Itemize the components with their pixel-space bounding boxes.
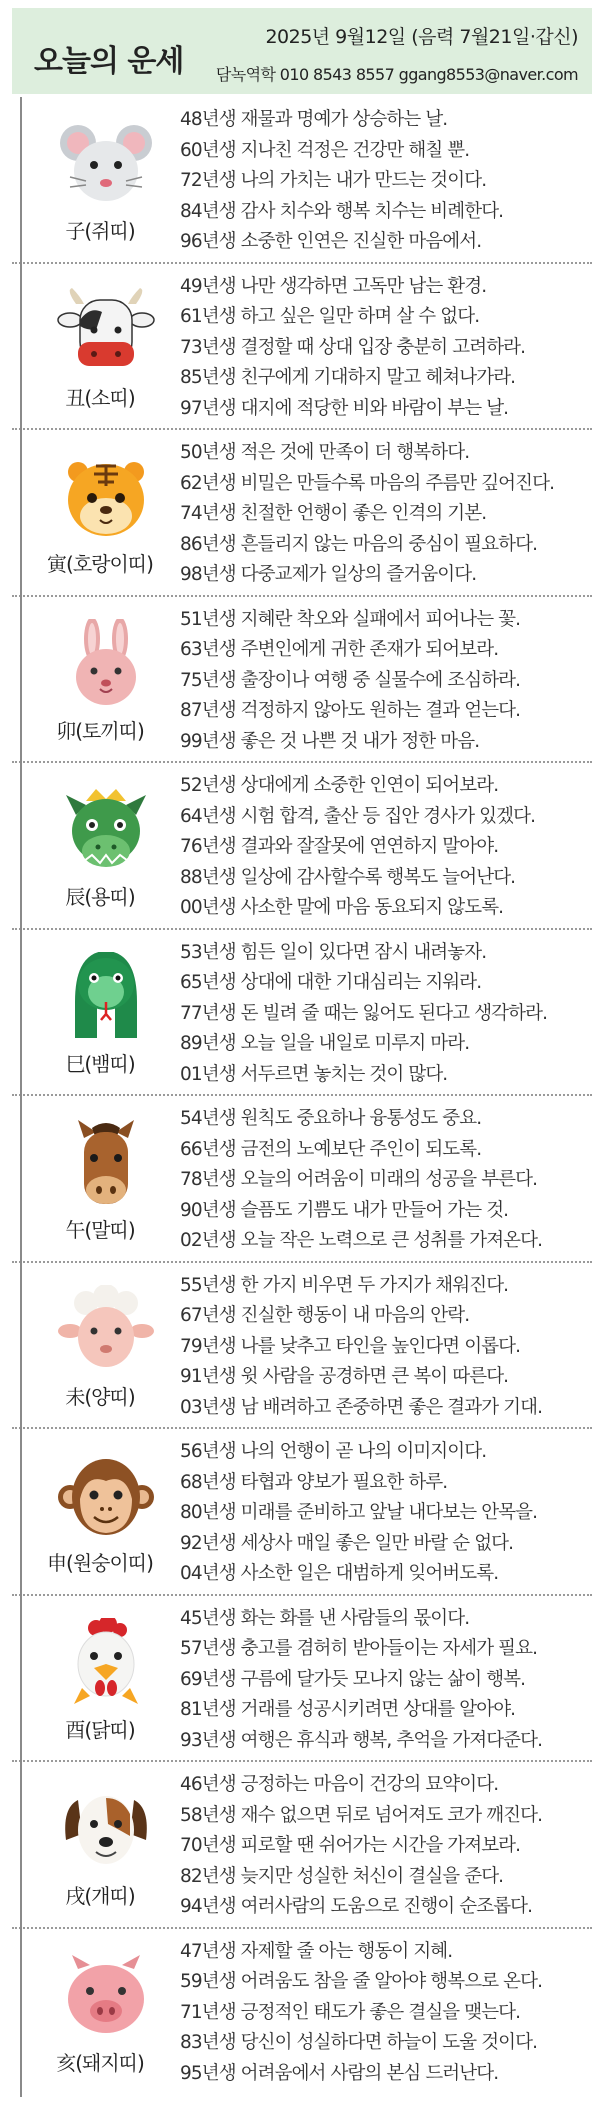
fortune-line: 71년생 긍정적인 태도가 좋은 결실을 맺는다. [180,2001,521,2023]
fortune-line: 54년생 원칙도 중요하나 융통성도 중요. [180,1108,482,1129]
fortune-lines [180,605,590,758]
fortune-line: 77년생 돈 빌려 줄 때는 잃어도 된다고 생각하라. [180,1002,548,1024]
fortune-line: 59년생 어려움도 참을 줄 알아야 행복으로 온다. [180,1971,543,1992]
rooster-icon [56,1618,156,1708]
fortune-line: 46년생 긍정하는 마음이 건강의 묘약이다. [180,1774,499,1795]
fortune-line: 97년생 대지에 적당한 비와 바람이 부는 날. [180,397,509,419]
fortune-line: 45년생 화는 화를 낸 사람들의 몫이다. [180,1607,470,1629]
left-rule [20,597,22,764]
fortune-line: 68년생 타협과 양보가 필요한 하루. [180,1471,448,1493]
fortune-line: 03년생 남 배려하고 존중하면 좋은 결과가 기대. [180,1396,543,1418]
fortune-line: 47년생 자제할 줄 아는 행동이 지혜. [180,1940,453,1962]
fortune-line: 00년생 사소한 말에 마음 동요되지 않도록. [180,897,504,918]
fortune-line: 56년생 나의 언행이 곧 나의 이미지이다. [180,1441,487,1462]
fortune-line: 78년생 오늘의 어려움이 미래의 성공을 부른다. [180,1169,538,1190]
zodiac-label: 巳(뱀띠) [65,1051,135,1076]
fortune-line: 75년생 출장이나 여행 중 실물수에 조심하라. [180,669,521,691]
left-rule [20,1429,22,1596]
pig-icon [56,1951,156,2041]
zodiac-label: 卯(토끼띠) [56,718,144,743]
fortune-lines [180,1104,590,1257]
fortune-line: 90년생 슬픔도 기쁨도 내가 만들어 가는 것. [180,1199,509,1221]
zodiac-label: 戌(개띠) [65,1884,135,1908]
left-rule [20,1762,22,1929]
fortune-line: 51년생 지혜란 착오와 실패에서 피어나는 꽃. [180,608,521,630]
fortune-line: 64년생 시험 합격, 출산 등 집안 경사가 있겠다. [180,805,536,827]
fortune-line: 69년생 구름에 달가듯 모나지 않는 삶이 행복. [180,1668,526,1690]
fortune-line: 73년생 결정할 때 상대 입장 충분히 고려하라. [180,336,526,358]
fortune-line: 61년생 하고 싶은 일만 하며 살 수 없다. [180,306,480,327]
fortune-line: 58년생 재수 없으면 뒤로 넘어져도 코가 깨진다. [180,1804,543,1826]
fortune-line: 65년생 상대에 대한 기대심리는 지워라. [180,972,482,993]
zodiac-label: 辰(용띠) [65,885,135,909]
fortune-lines [180,1437,590,1590]
zodiac-label: 酉(닭띠) [65,1717,135,1742]
fortune-line: 74년생 친절한 언행이 좋은 인격의 기본. [180,503,487,524]
fortune-line: 60년생 지나친 걱정은 건강만 해칠 뿐. [180,139,470,161]
fortune-lines [180,1271,590,1424]
fortune-line: 95년생 어려움에서 사람의 본심 드러난다. [180,2062,499,2084]
left-rule [20,97,22,264]
fortune-line: 82년생 늦지만 성실한 처신이 결실을 준다. [180,1865,504,1887]
zodiac-entry [12,930,592,1097]
zodiac-label: 未(양띠) [65,1384,135,1409]
left-rule [20,430,22,597]
fortune-line: 79년생 나를 낮추고 타인을 높인다면 이롭다. [180,1335,521,1357]
fortune-line: 67년생 진실한 행동이 내 마음의 안락. [180,1305,470,1326]
left-rule [20,264,22,431]
fortune-line: 83년생 당신이 성실하다면 하늘이 도울 것이다. [180,2032,538,2053]
header-banner [12,8,592,94]
dog-icon [56,1784,156,1874]
left-rule [20,763,22,930]
fortune-lines [180,438,590,591]
zodiac-label: 丑(소띠) [65,385,135,410]
fortune-lines [180,771,590,924]
zodiac-entry [12,97,592,264]
zodiac-entry [12,1929,592,2096]
fortune-line: 86년생 흔들리지 않는 마음의 중심이 필요하다. [180,533,538,555]
fortune-line: 92년생 세상사 매일 좋은 일만 바랄 순 없다. [180,1532,514,1554]
fortune-line: 63년생 주변인에게 귀한 존재가 되어보라. [180,639,499,660]
monkey-icon [56,1451,156,1541]
left-rule [20,1929,22,2098]
fortune-lines [180,272,590,425]
fortune-line: 53년생 힘든 일이 있다면 잠시 내려놓자. [180,941,487,963]
zodiac-entry [12,1263,592,1430]
fortune-line: 87년생 걱정하지 않아도 원하는 결과 얻는다. [180,700,521,721]
rabbit-icon [56,619,156,709]
fortune-line: 62년생 비밀은 만들수록 마음의 주름만 깊어진다. [180,472,555,494]
fortune-line: 48년생 재물과 명예가 상승하는 날. [180,109,448,130]
zodiac-list [12,97,592,2095]
fortune-lines [180,1604,590,1757]
sheep-icon [56,1285,156,1375]
fortune-lines [180,1937,590,2090]
fortune-line: 89년생 오늘 일을 내일로 미루지 마라. [180,1033,470,1054]
zodiac-label: 寅(호랑이띠) [47,552,153,576]
fortune-line: 57년생 충고를 겸허히 받아들이는 자세가 필요. [180,1638,538,1659]
tiger-icon [56,452,156,542]
fortune-line: 88년생 일상에 감사할수록 행복도 늘어난다. [180,866,516,888]
contact-line: 담녹역학 010 8543 8557 ggang8553@naver.com [215,65,578,84]
horse-icon [56,1118,156,1208]
zodiac-entry [12,597,592,764]
zodiac-entry [12,1429,592,1596]
fortune-line: 01년생 서두르면 놓치는 것이 많다. [180,1063,448,1085]
zodiac-label: 午(말띠) [65,1218,135,1242]
left-rule [20,1096,22,1263]
fortune-line: 02년생 오늘 작은 노력으로 큰 성취를 가져온다. [180,1230,543,1251]
fortune-line: 99년생 좋은 것 나쁜 것 내가 정한 마음. [180,730,480,752]
snake-icon [56,952,156,1042]
fortune-line: 81년생 거래를 성공시키려면 상대를 알아야. [180,1699,516,1720]
dragon-icon [56,785,156,875]
fortune-line: 72년생 나의 가치는 내가 만드는 것이다. [180,170,487,191]
fortune-line: 84년생 감사 치수와 행복 치수는 비례한다. [180,200,504,222]
left-rule [20,1596,22,1763]
left-rule [20,930,22,1097]
fortune-line: 91년생 윗 사람을 공경하면 큰 복이 따른다. [180,1366,509,1387]
fortune-lines [180,105,590,258]
zodiac-entry [12,430,592,597]
fortune-line: 96년생 소중한 인연은 진실한 마음에서. [180,231,482,252]
zodiac-entry [12,763,592,930]
zodiac-label: 申(원숭이띠) [47,1551,153,1575]
zodiac-label: 子(쥐띠) [65,219,135,243]
fortune-line: 93년생 여행은 휴식과 행복, 추억을 가져다준다. [180,1729,543,1751]
fortune-line: 49년생 나만 생각하면 고독만 남는 환경. [180,275,487,297]
fortune-lines [180,938,590,1091]
fortune-line: 52년생 상대에게 소중한 인연이 되어보라. [180,775,499,796]
fortune-line: 85년생 친구에게 기대하지 말고 헤쳐나가라. [180,367,516,388]
fortune-line: 50년생 적은 것에 만족이 더 행복하다. [180,442,470,463]
page-title: 오늘의 운세 [34,44,184,79]
zodiac-entry [12,264,592,431]
zodiac-entry [12,1596,592,1763]
left-rule [20,1263,22,1430]
fortune-line: 55년생 한 가지 비우면 두 가지가 채워진다. [180,1274,509,1296]
rat-icon [56,119,156,209]
fortune-line: 04년생 사소한 일은 대범하게 잊어버도록. [180,1563,499,1584]
zodiac-label: 亥(돼지띠) [56,2050,144,2075]
zodiac-entry [12,1762,592,1929]
fortune-line: 76년생 결과와 잘잘못에 연연하지 말아야. [180,836,499,857]
fortune-line: 70년생 피로할 땐 쉬어가는 시간을 가져보라. [180,1835,521,1856]
fortune-line: 98년생 다중교제가 일상의 즐거움이다. [180,564,477,585]
fortune-lines [180,1770,590,1923]
zodiac-entry [12,1096,592,1263]
fortune-line: 94년생 여러사람의 도움으로 진행이 순조롭다. [180,1896,533,1917]
ox-icon [56,286,156,376]
fortune-line: 66년생 금전의 노예보단 주인이 되도록. [180,1138,482,1160]
date-line: 2025년 9월12일 (음력 7월21일·갑신) [265,26,578,48]
fortune-line: 80년생 미래를 준비하고 앞날 내다보는 안목을. [180,1502,538,1523]
